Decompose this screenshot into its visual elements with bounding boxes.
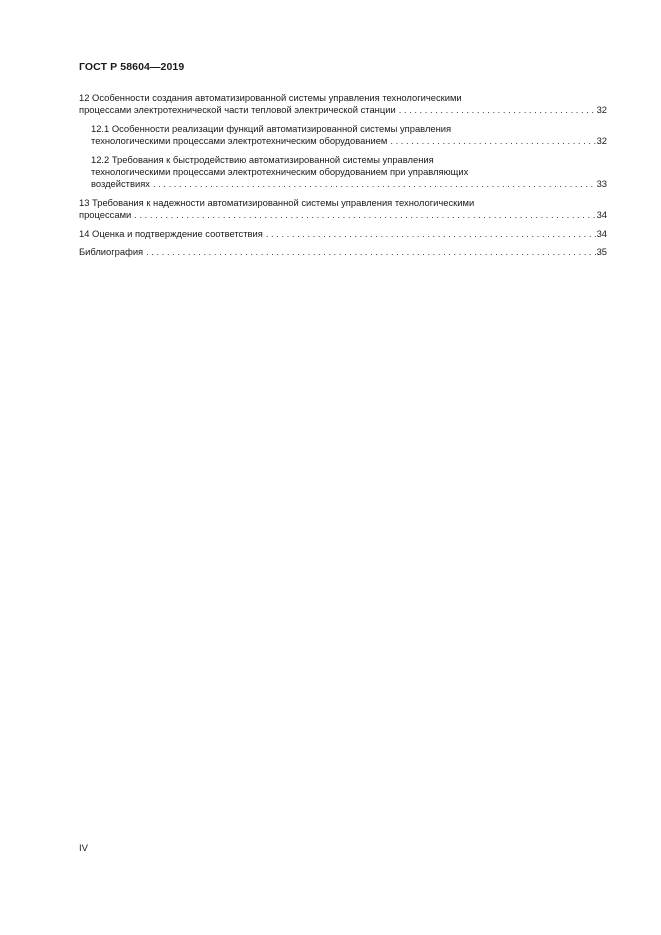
toc-entry-line <box>79 209 607 221</box>
toc-entry-line <box>91 135 607 147</box>
toc-page-number: 35 <box>596 246 607 258</box>
toc-page-number: 32 <box>596 104 607 116</box>
toc-entry-text: 12.2 Требования к быстродействию автоматизированной системы управления <box>91 153 434 165</box>
toc-entry-text: технологическими процессами электротехническим оборудованием <box>91 135 388 147</box>
page-number: IV <box>79 843 88 854</box>
toc-entry-section-12[interactable] <box>79 92 607 117</box>
toc-page-number: 34 <box>596 209 607 221</box>
dot-leader <box>390 135 595 147</box>
toc-entry-text: процессами электротехнической части тепловой электрической станции <box>79 104 396 116</box>
dot-leader <box>266 228 596 240</box>
dot-leader <box>146 246 595 258</box>
toc-entry-line <box>91 166 607 178</box>
toc-entry-section-12-1[interactable] <box>79 123 607 148</box>
toc-entry-line <box>79 228 607 240</box>
toc-entry-line <box>79 92 607 104</box>
toc-entry-text: процессами <box>79 209 132 221</box>
toc-entry-text: 12.1 Особенности реализации функций автоматизированной системы управления <box>91 122 452 134</box>
toc-entry-line <box>79 104 607 116</box>
toc-page-number: 34 <box>596 227 607 239</box>
toc-entry-line <box>91 178 607 190</box>
toc-entry-line <box>79 246 607 258</box>
toc-page-number: 32 <box>596 135 607 147</box>
toc-entry-line <box>91 154 607 166</box>
toc-entry-text: воздействиях <box>91 178 150 190</box>
dot-leader <box>153 178 596 190</box>
table-of-contents <box>79 92 607 264</box>
toc-entry-line <box>91 123 607 135</box>
toc-entry-line <box>79 197 607 209</box>
toc-entry-text: 12 Особенности создания автоматизированной системы управления технологическими <box>79 92 462 103</box>
dot-leader <box>399 104 596 116</box>
toc-entry-bibliography[interactable] <box>79 246 607 258</box>
toc-entry-text: технологическими процессами электротехническим оборудованием при управляющих <box>91 166 469 178</box>
toc-entry-text: Библиография <box>79 246 144 258</box>
toc-page-number: 33 <box>596 178 607 190</box>
standard-designation: ГОСТ Р 58604—2019 <box>79 61 185 73</box>
toc-entry-section-12-2[interactable] <box>79 154 607 191</box>
toc-entry-text: 14 Оценка и подтверждение соответствия <box>79 227 263 239</box>
toc-entry-text: 13 Требования к надежности автоматизированной системы управления технологическими <box>79 196 475 208</box>
dot-leader <box>134 209 595 221</box>
toc-entry-section-13[interactable] <box>79 197 607 222</box>
toc-entry-section-14[interactable] <box>79 228 607 240</box>
